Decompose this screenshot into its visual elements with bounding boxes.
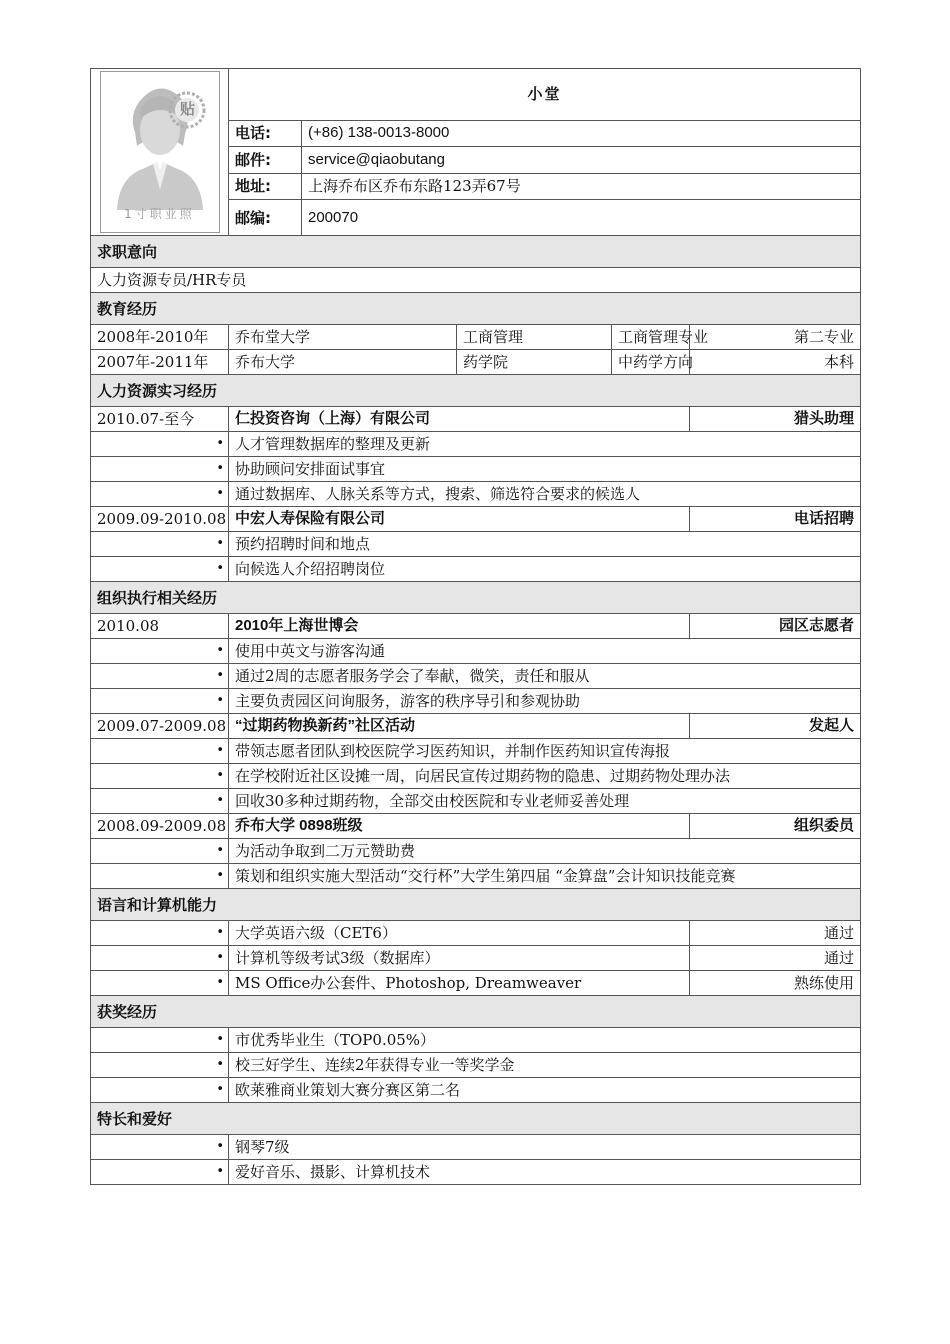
bullet-text: 主要负责园区问询服务，游客的秩序导引和参观协助	[229, 689, 861, 714]
skill-level: 通过	[690, 946, 861, 971]
exp-org: 中宏人寿保险有限公司	[229, 507, 690, 532]
bullet-icon: •	[91, 839, 229, 864]
award-text: 校三好学生、连续2年获得专业一等奖学金	[229, 1053, 861, 1078]
bullet-text: 人才管理数据库的整理及更新	[229, 432, 861, 457]
bullet-text: 协助顾问安排面试事宜	[229, 457, 861, 482]
skill-level: 通过	[690, 921, 861, 946]
bullet-row	[91, 789, 861, 814]
experience-header-row	[91, 714, 861, 739]
bullet-icon: •	[91, 1135, 229, 1160]
bullet-row	[91, 532, 861, 557]
skill-row	[91, 946, 861, 971]
exp-role: 组织委员	[690, 814, 861, 839]
edu-major: 中药学方向	[612, 350, 690, 375]
edu-period: 2007年-2011年	[91, 350, 229, 375]
contact-label: 地址:	[229, 173, 302, 199]
section-awards	[91, 996, 861, 1028]
bullet-icon: •	[91, 689, 229, 714]
section-title: 求职意向	[91, 236, 861, 268]
bullet-text: 为活动争取到二万元赞助费	[229, 839, 861, 864]
bullet-row	[91, 557, 861, 582]
resume-table	[90, 68, 861, 1185]
exp-org: 仁投资咨询（上海）有限公司	[229, 407, 690, 432]
bullet-icon: •	[91, 557, 229, 582]
photo-cell	[91, 69, 229, 236]
section-title: 特长和爱好	[91, 1103, 861, 1135]
edu-college: 工商管理	[457, 325, 612, 350]
education-row	[91, 325, 861, 350]
section-organization	[91, 582, 861, 614]
bullet-text: 在学校附近社区设摊一周，向居民宣传过期药物的隐患、过期药物处理办法	[229, 764, 861, 789]
exp-period: 2009.07-2009.08	[91, 714, 229, 739]
skill-row	[91, 921, 861, 946]
contact-label: 邮编:	[229, 200, 302, 236]
section-title: 教育经历	[91, 293, 861, 325]
bullet-icon: •	[91, 482, 229, 507]
exp-org: “过期药物换新药”社区活动	[229, 714, 690, 739]
exp-role: 猎头助理	[690, 407, 861, 432]
exp-org: 2010年上海世博会	[229, 614, 690, 639]
bullet-icon: •	[91, 1028, 229, 1053]
objective-text: 人力资源专员/HR专员	[91, 268, 861, 293]
hobby-text: 钢琴7级	[229, 1135, 861, 1160]
section-title: 获奖经历	[91, 996, 861, 1028]
bullet-icon: •	[91, 764, 229, 789]
hobby-text: 爱好音乐、摄影、计算机技术	[229, 1160, 861, 1185]
bullet-icon: •	[91, 532, 229, 557]
candidate-name: 小堂	[229, 69, 861, 121]
exp-role: 发起人	[690, 714, 861, 739]
edu-degree: 第二专业	[690, 325, 861, 350]
bullet-row	[91, 689, 861, 714]
exp-period: 2009.09-2010.08	[91, 507, 229, 532]
section-title: 组织执行相关经历	[91, 582, 861, 614]
bullet-row	[91, 482, 861, 507]
experience-header-row	[91, 814, 861, 839]
section-hobbies	[91, 1103, 861, 1135]
edu-major: 工商管理专业	[612, 325, 690, 350]
contact-email-value: service@qiaobutang	[302, 147, 861, 173]
bullet-icon: •	[91, 457, 229, 482]
bullet-icon: •	[91, 789, 229, 814]
edu-degree: 本科	[690, 350, 861, 375]
bullet-text: 通过数据库、人脉关系等方式，搜索、筛选符合要求的候选人	[229, 482, 861, 507]
edu-period: 2008年-2010年	[91, 325, 229, 350]
bullet-text: 策划和组织实施大型活动“交行杯”大学生第四届 “金算盘”会计知识技能竞赛	[229, 864, 861, 889]
bullet-icon: •	[91, 864, 229, 889]
section-objective	[91, 236, 861, 268]
contact-label: 邮件:	[229, 147, 302, 173]
photo-stamp-icon: 贴	[179, 100, 195, 118]
section-internship	[91, 375, 861, 407]
skill-row	[91, 971, 861, 996]
section-skills	[91, 889, 861, 921]
contact-phone-value: (+86) 138-0013-8000	[302, 120, 861, 146]
bullet-icon: •	[91, 1053, 229, 1078]
section-title: 语言和计算机能力	[91, 889, 861, 921]
bullet-icon: •	[91, 639, 229, 664]
bullet-text: 使用中英文与游客沟通	[229, 639, 861, 664]
contact-zip-value: 200070	[302, 200, 861, 236]
photo-placeholder	[100, 71, 220, 233]
bullet-icon: •	[91, 921, 229, 946]
hobby-row	[91, 1135, 861, 1160]
photo-caption: 1寸职业照	[124, 207, 195, 221]
bullet-icon: •	[91, 739, 229, 764]
edu-school: 乔布大学	[229, 350, 457, 375]
exp-period: 2008.09-2009.08	[91, 814, 229, 839]
exp-role: 电话招聘	[690, 507, 861, 532]
exp-org: 乔布大学 0898班级	[229, 814, 690, 839]
bullet-text: 向候选人介绍招聘岗位	[229, 557, 861, 582]
skill-item: MS Office办公套件、Photoshop, Dreamweaver	[229, 971, 690, 996]
education-row	[91, 350, 861, 375]
bullet-text: 通过2周的志愿者服务学会了奉献，微笑，责任和服从	[229, 664, 861, 689]
section-title: 人力资源实习经历	[91, 375, 861, 407]
award-row	[91, 1028, 861, 1053]
bullet-row	[91, 839, 861, 864]
bullet-text: 回收30多种过期药物，全部交由校医院和专业老师妥善处理	[229, 789, 861, 814]
bullet-row	[91, 764, 861, 789]
experience-header-row	[91, 614, 861, 639]
hobby-row	[91, 1160, 861, 1185]
bullet-icon: •	[91, 946, 229, 971]
award-text: 欧莱雅商业策划大赛分赛区第二名	[229, 1078, 861, 1103]
award-text: 市优秀毕业生（TOP0.05%）	[229, 1028, 861, 1053]
bullet-icon: •	[91, 971, 229, 996]
exp-period: 2010.07-至今	[91, 407, 229, 432]
exp-period: 2010.08	[91, 614, 229, 639]
bullet-row	[91, 457, 861, 482]
bullet-row	[91, 639, 861, 664]
edu-school: 乔布堂大学	[229, 325, 457, 350]
exp-role: 园区志愿者	[690, 614, 861, 639]
contact-label: 电话:	[229, 120, 302, 146]
award-row	[91, 1078, 861, 1103]
award-row	[91, 1053, 861, 1078]
bullet-row	[91, 432, 861, 457]
bullet-row	[91, 739, 861, 764]
bullet-row	[91, 864, 861, 889]
skill-level: 熟练使用	[690, 971, 861, 996]
bullet-icon: •	[91, 664, 229, 689]
bullet-icon: •	[91, 1078, 229, 1103]
resume-sheet	[90, 68, 860, 1185]
edu-college: 药学院	[457, 350, 612, 375]
bullet-text: 预约招聘时间和地点	[229, 532, 861, 557]
contact-address-value: 上海乔布区乔布东路123弄67号	[302, 173, 861, 199]
bullet-row	[91, 664, 861, 689]
header-name-row	[91, 69, 861, 121]
experience-header-row	[91, 507, 861, 532]
skill-item: 大学英语六级（CET6）	[229, 921, 690, 946]
bullet-text: 带领志愿者团队到校医院学习医药知识，并制作医药知识宣传海报	[229, 739, 861, 764]
section-education	[91, 293, 861, 325]
bullet-icon: •	[91, 432, 229, 457]
skill-item: 计算机等级考试3级（数据库）	[229, 946, 690, 971]
experience-header-row	[91, 407, 861, 432]
objective-row	[91, 268, 861, 293]
bullet-icon: •	[91, 1160, 229, 1185]
